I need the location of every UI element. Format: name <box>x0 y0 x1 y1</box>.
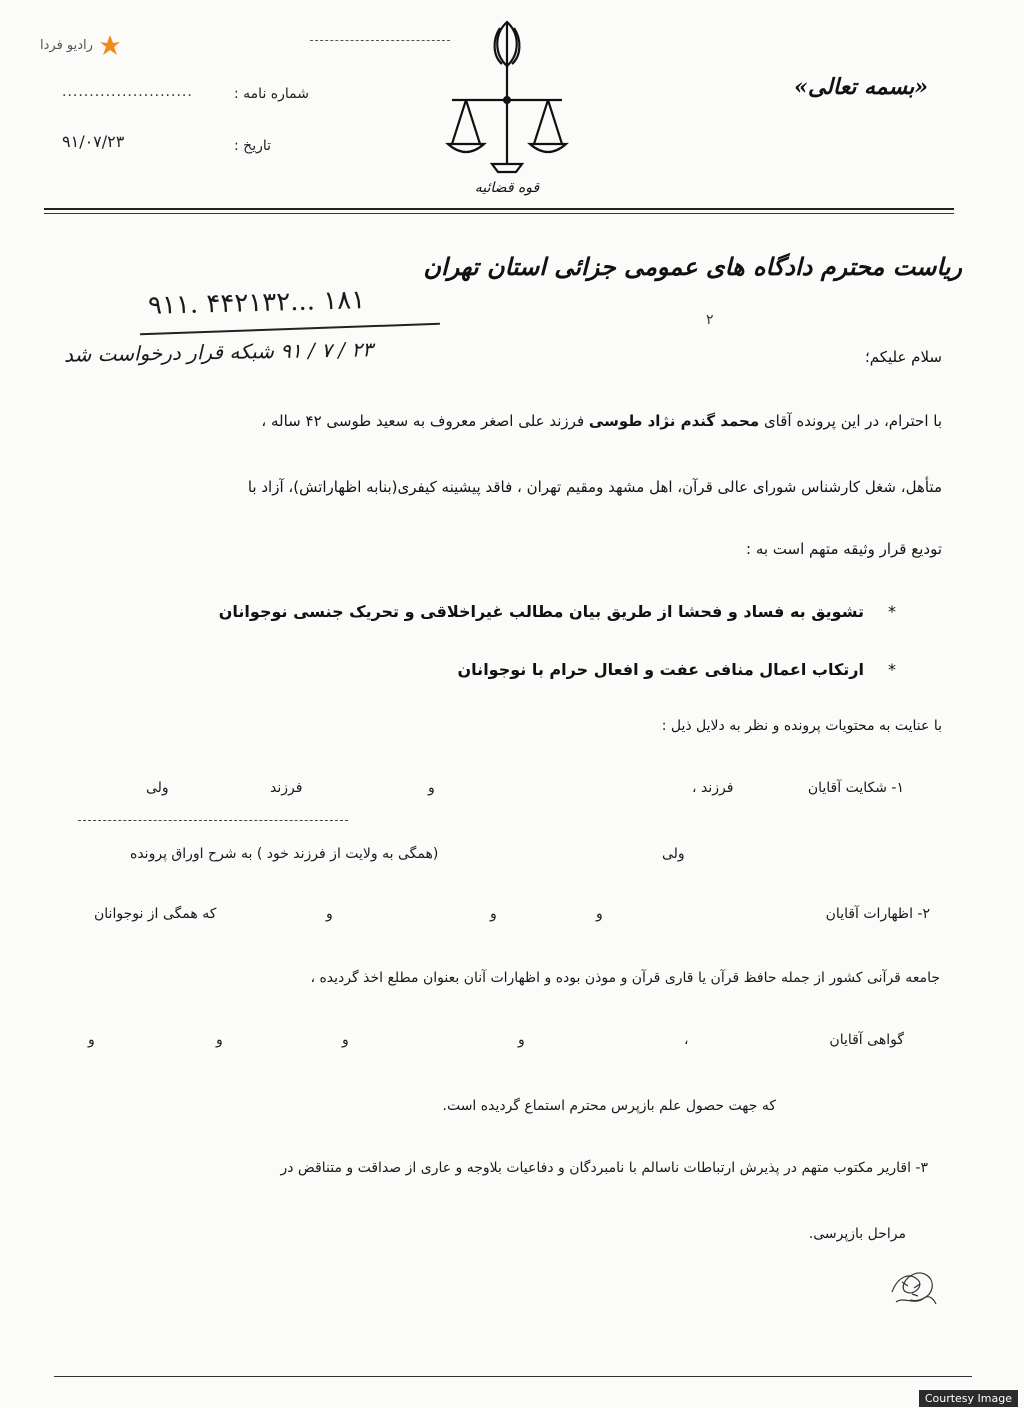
item-1-farzand-2: فرزند <box>270 780 303 796</box>
body-line-1 <box>261 412 942 430</box>
item-2-va-1: و <box>596 906 603 922</box>
item-3-line-2: مراحل بازپرسی. <box>808 1226 906 1242</box>
radio-farda-logo <box>40 34 121 56</box>
item-2-tail: که همگی از نوجوانان <box>94 906 217 922</box>
item-1-va: و <box>428 780 435 796</box>
image-credit: Courtesy Image <box>919 1390 1018 1407</box>
letter-number-label: شماره نامه : <box>234 86 309 102</box>
item-1-vali-1: ولی <box>146 780 169 796</box>
radio-farda-logo-icon <box>99 34 121 56</box>
date-label: تاریخ : <box>234 138 272 154</box>
item-2-va-2: و <box>490 906 497 922</box>
item-1-tail: (همگی به ولایت از فرزند خود ) به شرح اوراق پرونده <box>130 846 439 862</box>
item-1-dashed-rule <box>78 820 348 821</box>
item-2-comma: ، <box>684 1032 689 1048</box>
body-line-1-start: با احترام، در این پرونده آقای <box>759 412 942 430</box>
iran-emblem-scales-icon <box>432 14 582 204</box>
bismillah-heading: «بسمه تعالی» <box>794 74 928 100</box>
letter-number-value: ........................ <box>62 84 193 100</box>
item-1-vali-2: ولی <box>662 846 685 862</box>
item-2-witness-va-4: و <box>88 1032 95 1048</box>
addressee-heading: ریاست محترم دادگاه های عمومی جزائی استان تهران <box>423 252 962 281</box>
logo-text: رادیو فردا <box>40 37 93 53</box>
charge-1-bullet: * <box>888 602 896 621</box>
body-line-4: با عنایت به محتویات پرونده و نظر به دلایل ذیل : <box>661 718 942 734</box>
item-2-label: ۲- اظهارات آقایان <box>825 906 930 922</box>
item-3-line-1: ۳- اقاریر مکتوب متهم در پذیرش ارتباطات ناسالم با نامبردگان و دفاعیات بلاوجه و عاری از صداقت و متناقض در <box>280 1160 928 1176</box>
item-2-line-4: که جهت حصول علم بازپرس محترم استماع گردیده است. <box>442 1098 776 1114</box>
signature-stamp <box>884 1262 944 1312</box>
accused-name: محمد گندم نژاد طوسی <box>588 412 760 430</box>
item-2-witness-va-1: و <box>518 1032 525 1048</box>
charge-1: تشویق به فساد و فحشا از طریق بیان مطالب غیراخلاقی و تحریک جنسی نوجوانان <box>218 602 864 621</box>
item-2-witness-va-2: و <box>342 1032 349 1048</box>
body-line-2: متأهل، شغل کارشناس شورای عالی قرآن، اهل مشهد ومقیم تهران ، فاقد پیشینه کیفری(بنابه اظهاراتش)، آزاد با <box>247 478 942 496</box>
item-2-witness-va-3: و <box>216 1032 223 1048</box>
handwritten-note: ۲۳ / ۷ / ۹۱ شبکه قرار درخواست شد <box>63 337 374 367</box>
greeting: سلام علیکم؛ <box>864 348 942 366</box>
item-1-farzand-1: فرزند ، <box>692 780 734 796</box>
date-value: ۹۱/۰۷/۲۳ <box>62 132 125 151</box>
charge-2: ارتکاب اعمال منافی عفت و افعال حرام با نوجوانان <box>457 660 864 679</box>
body-line-3: تودیع قرار وثیقه متهم است به : <box>746 540 942 558</box>
issuer-label: قوه قضائیه <box>474 180 540 196</box>
header-rule <box>44 208 954 214</box>
body-line-1-end: فرزند علی اصغر معروف به سعید طوسی ۴۲ ساله ، <box>261 412 589 430</box>
footer-rule <box>54 1376 972 1377</box>
handwritten-file-number: ۹۱۱. ۴۴۲۱۳۲... ۱۸۱ <box>147 285 366 321</box>
header-top-rule <box>310 40 450 41</box>
charge-2-bullet: * <box>888 660 896 679</box>
item-2-va-3: و <box>326 906 333 922</box>
item-2-line-2: جامعه قرآنی کشور از جمله حافظ قرآن یا قاری قرآن و موذن بوده و اظهارات آنان بعنوان مطلع اخذ گردیده ، <box>310 970 940 986</box>
item-2-witness-label: گواهی آقایان <box>829 1032 904 1048</box>
item-1-label: ۱- شکایت آقایان <box>807 780 904 796</box>
handwritten-margin-mark: ۲ <box>706 312 714 328</box>
handwritten-underline <box>140 323 440 335</box>
